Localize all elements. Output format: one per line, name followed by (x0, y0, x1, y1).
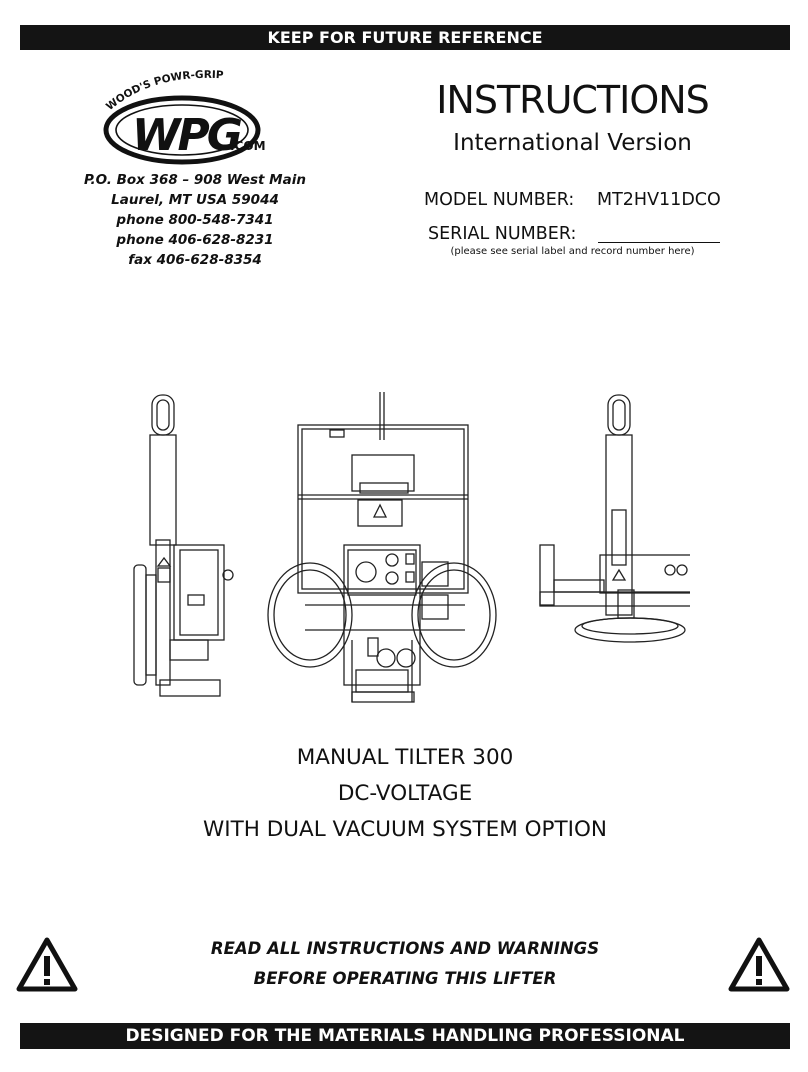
lifter-drawing (130, 390, 690, 710)
product-voltage: DC-VOLTAGE (337, 781, 473, 806)
warning-message (120, 934, 690, 994)
warning-line: READ ALL INSTRUCTIONS AND WARNINGS (210, 939, 600, 958)
warning-triangle-icon (728, 937, 790, 993)
svg-text:WOOD'S POWR-GRIP: WOOD'S POWR-GRIP (103, 68, 224, 113)
serial-number-label: SERIAL NUMBER: (428, 224, 577, 244)
document-subtitle: International Version (453, 130, 692, 156)
side-view-right (540, 395, 690, 642)
side-view-left (134, 395, 233, 696)
front-view (268, 392, 496, 702)
model-number-value: MT2HV11DCO (597, 190, 721, 210)
fax-line: fax 406-628-8354 (128, 252, 262, 268)
serial-number-blank (598, 242, 720, 243)
warning-line: BEFORE OPERATING THIS LIFTER (253, 969, 557, 988)
svg-text:WPG: WPG (132, 110, 240, 161)
footer-banner: DESIGNED FOR THE MATERIALS HANDLING PROFESSIONAL (20, 1023, 790, 1049)
product-description (120, 740, 690, 848)
document-title: INSTRUCTIONS (436, 78, 709, 122)
product-name: MANUAL TILTER 300 (296, 745, 514, 770)
wpg-logo (100, 60, 270, 170)
product-option: WITH DUAL VACUUM SYSTEM OPTION (203, 817, 607, 842)
address-line: P.O. Box 368 – 908 West Main (84, 172, 306, 188)
phone-line: phone 406-628-8231 (116, 232, 274, 248)
serial-number-note: (please see serial label and record number here) (450, 246, 695, 257)
address-line: Laurel, MT USA 59044 (111, 192, 279, 208)
svg-text:.COM: .COM (230, 139, 266, 153)
warning-triangle-icon (16, 937, 78, 993)
model-number-label: MODEL NUMBER: (424, 190, 575, 210)
company-address (60, 170, 330, 270)
phone-line: phone 800-548-7341 (116, 212, 274, 228)
header-banner: KEEP FOR FUTURE REFERENCE (20, 25, 790, 50)
